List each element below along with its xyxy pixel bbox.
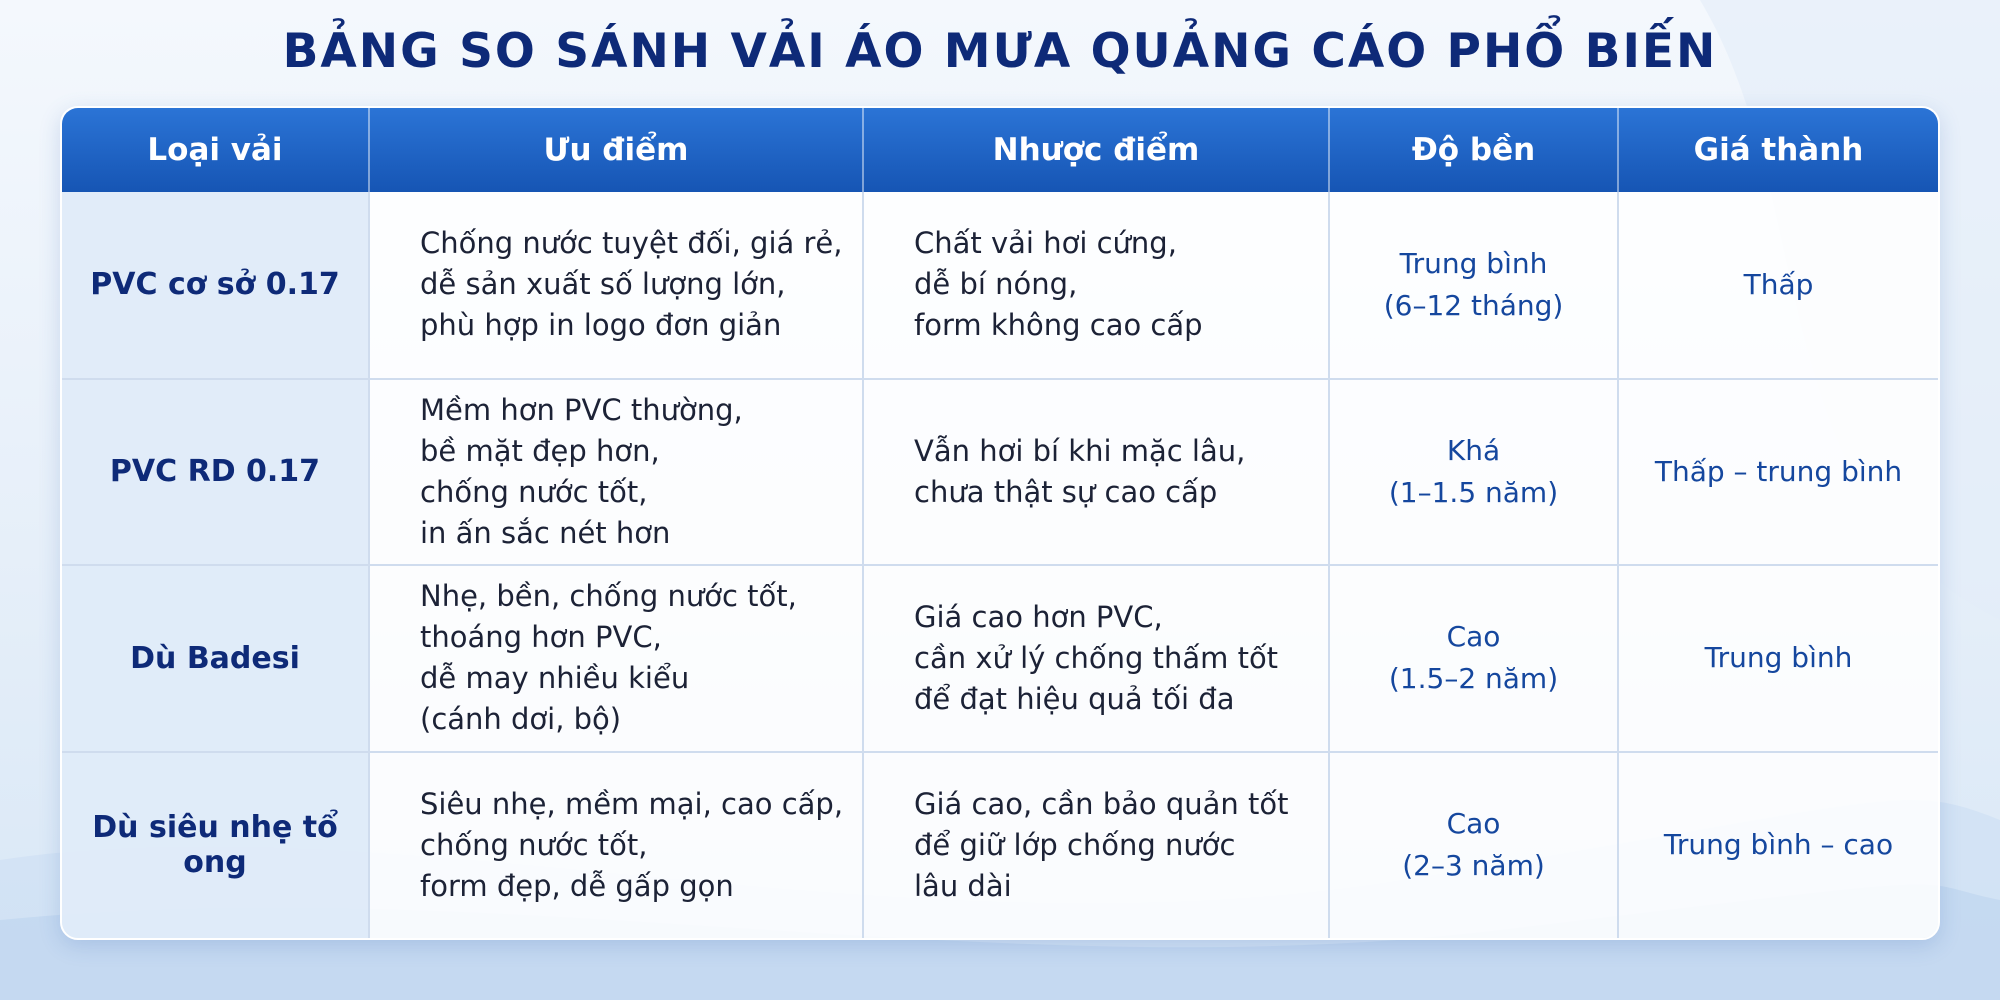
pros-cell: [369, 192, 863, 379]
fabric-type: PVC RD 0.17: [62, 379, 369, 566]
pros-cell: [369, 379, 863, 566]
price-cell: Trung bình: [1618, 565, 1938, 752]
pros-line: (cánh dơi, bộ): [420, 702, 622, 737]
durability-duration: (1–1.5 năm): [1388, 475, 1559, 509]
cons-line: Giá cao hơn PVC,: [914, 599, 1163, 634]
durability-duration: (1.5–2 năm): [1388, 662, 1559, 696]
cons-line: Vẫn hơi bí khi mặc lâu,: [914, 433, 1246, 468]
fabric-type: Dù Badesi: [62, 565, 369, 752]
pros-line: phù hợp in logo đơn giản: [420, 308, 782, 343]
page-title: BẢNG SO SÁNH VẢI ÁO MƯA QUẢNG CÁO PHỔ BIẾN: [282, 24, 1718, 79]
pros-line: form đẹp, dễ gấp gọn: [420, 868, 734, 903]
durability-cell: [1329, 752, 1618, 939]
durability-level: Cao: [1446, 807, 1501, 841]
pros-line: Chống nước tuyệt đối, giá rẻ,: [420, 226, 843, 261]
pros-line: chống nước tốt,: [420, 827, 648, 862]
table-row: [62, 192, 1938, 379]
header-cons: Nhược điểm: [863, 108, 1329, 192]
durability-cell: [1329, 565, 1618, 752]
durability-level: Khá: [1446, 433, 1501, 467]
durability-level: Trung bình: [1399, 246, 1548, 280]
cons-line: dễ bí nóng,: [914, 267, 1078, 302]
cons-cell: [863, 192, 1329, 379]
price-cell: Trung bình – cao: [1618, 752, 1938, 939]
header-price: Giá thành: [1693, 132, 1864, 168]
pros-line: Nhẹ, bền, chống nước tốt,: [420, 579, 797, 614]
pros-line: Mềm hơn PVC thường,: [420, 392, 743, 427]
cons-cell: [863, 752, 1329, 939]
header-fabric-type: Loại vải: [62, 108, 369, 192]
durability-duration: (2–3 năm): [1402, 849, 1545, 883]
price-cell: Thấp – trung bình: [1618, 379, 1938, 566]
cons-line: để đạt hiệu quả tối đa: [914, 681, 1235, 716]
cons-line: chưa thật sự cao cấp: [914, 474, 1218, 509]
fabric-type: Dù siêu nhẹ tổ ong: [62, 752, 369, 939]
pros-line: in ấn sắc nét hơn: [420, 515, 671, 550]
header-pros: Ưu điểm: [369, 108, 863, 192]
pros-line: dễ sản xuất số lượng lớn,: [420, 267, 786, 302]
comparison-table: [60, 106, 1940, 940]
fabric-type: PVC cơ sở 0.17: [62, 192, 369, 379]
durability-cell: [1329, 379, 1618, 566]
cons-line: lâu dài: [914, 868, 1012, 903]
table-row: [62, 565, 1938, 752]
table-row: [62, 379, 1938, 566]
pros-line: dễ may nhiều kiểu: [420, 661, 690, 696]
price-cell: Thấp: [1618, 192, 1938, 379]
cons-line: cần xử lý chống thấm tốt: [914, 640, 1279, 675]
pros-cell: [369, 565, 863, 752]
header-row: [62, 108, 1938, 192]
durability-cell: [1329, 192, 1618, 379]
table-row: [62, 752, 1938, 939]
cons-cell: [863, 565, 1329, 752]
cons-cell: [863, 379, 1329, 566]
pros-cell: [369, 752, 863, 939]
durability-level: Cao: [1446, 620, 1501, 654]
cons-line: để giữ lớp chống nước: [914, 827, 1236, 862]
pros-line: chống nước tốt,: [420, 474, 648, 509]
cons-line: form không cao cấp: [914, 308, 1203, 343]
cons-line: Giá cao, cần bảo quản tốt: [914, 786, 1289, 821]
pros-line: bề mặt đẹp hơn,: [420, 433, 660, 468]
cons-line: Chất vải hơi cứng,: [914, 226, 1177, 261]
durability-duration: (6–12 tháng): [1383, 288, 1564, 322]
pros-line: Siêu nhẹ, mềm mại, cao cấp,: [420, 786, 844, 821]
pros-line: thoáng hơn PVC,: [420, 620, 662, 655]
header-durability: Độ bền: [1329, 108, 1618, 192]
